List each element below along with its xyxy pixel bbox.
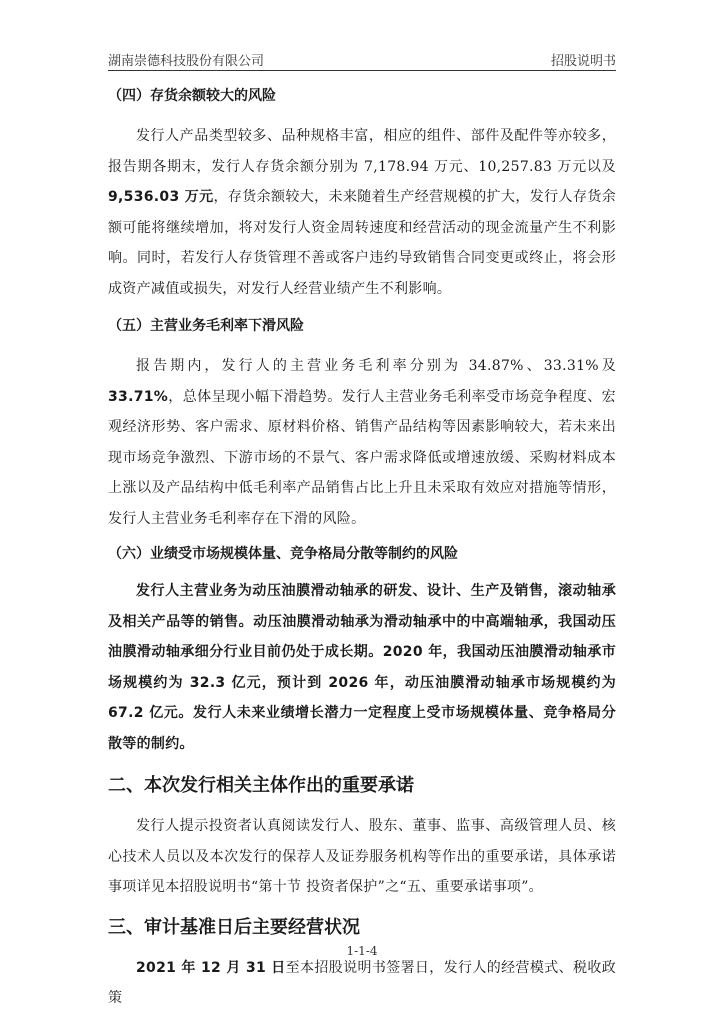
section-4-bold-value: 9,536.03 万元 bbox=[108, 189, 214, 205]
chapter-3-text: 至本招股说明书签署日，发行人的经营模式、税收政策 bbox=[108, 959, 616, 1006]
page-number: 1-1-4 bbox=[346, 944, 378, 958]
chapter-3-paragraph bbox=[108, 953, 616, 1014]
chapter-2-paragraph: 发行人提示投资者认真阅读发行人、股东、董事、监事、高级管理人员、核心技术人员以及本次发行的保荐人及证券服务机构等作出的重要承诺，具体承诺事项详见本招股说明书“第十节 投资者保护”之“五、重要承诺事项”。 bbox=[108, 818, 616, 895]
chapter-3-title: 三、审计基准日后主要经营状况 bbox=[108, 916, 360, 938]
section-5-bold-value: 33.71% bbox=[108, 388, 169, 405]
section-4-text-b: ，存货余额较大，未来随着生产经营规模的扩大，发行人存货余额可能将继续增加，将对发行人资金周转速度和经营活动的现金流量产生不利影响。同时，若发行人存货管理不善或客户违约导致销售合同变更或终止，将会形成资产减值或损失，对发行人经营业绩产生不利影响。 bbox=[108, 189, 616, 297]
section-4-title: （四）存货余额较大的风险 bbox=[108, 88, 276, 104]
section-5-paragraph bbox=[108, 351, 616, 534]
section-4-text-a: 发行人产品类型较多、品种规格丰富，相应的组件、部件及配件等亦较多，报告期各期末，发行人存货余额分别为 7,178.94 万元、10,257.83 万元以及 bbox=[108, 128, 616, 175]
document-type: 招股说明书 bbox=[550, 54, 616, 69]
section-6-title: （六）业绩受市场规模体量、竞争格局分散等制约的风险 bbox=[108, 546, 458, 562]
section-6-paragraph: 发行人主营业务为动压油膜滑动轴承的研发、设计、生产及销售，滚动轴承及相关产品等的销售。动压油膜滑动轴承为滑动轴承中的中高端轴承，我国动压油膜滑动轴承细分行业目前仍处于成长期。2020 年，我国动压油膜滑动轴承市场规模约为 32.3 亿元，预计到 2026 年，动压油膜滑动轴承市场规模约为 67.2 亿元。发行人未来业绩增长潜力一定程度上受市场规模体量、竞争格局分散等的制约。 bbox=[108, 583, 616, 752]
section-5-title: （五）主营业务毛利率下滑风险 bbox=[108, 318, 304, 334]
chapter-2-title: 二、本次发行相关主体作出的重要承诺 bbox=[108, 775, 414, 796]
section-5-text-b: ，总体呈现小幅下滑趋势。发行人主营业务毛利率受市场竞争程度、宏观经济形势、客户需求、原材料价格、销售产品结构等因素影响较大，若未来出现市场竞争激烈、下游市场的不景气、客户需求降低或增速放缓、采购材料成本上涨以及产品结构中低毛利率产品销售占比上升且未采取有效应对措施等情形，发行人主营业务毛利率存在下滑的风险。 bbox=[108, 388, 616, 527]
company-name: 湖南崇德科技股份有限公司 bbox=[108, 54, 265, 69]
page-header bbox=[108, 46, 616, 71]
section-5-text-a: 报告期内，发行人的主营业务毛利率分别为 34.87%、33.31%及 bbox=[136, 358, 616, 374]
section-4-paragraph bbox=[108, 121, 616, 304]
page-content bbox=[108, 84, 616, 1014]
chapter-3-bold-date: 2021 年 12 月 31 日 bbox=[136, 959, 286, 976]
